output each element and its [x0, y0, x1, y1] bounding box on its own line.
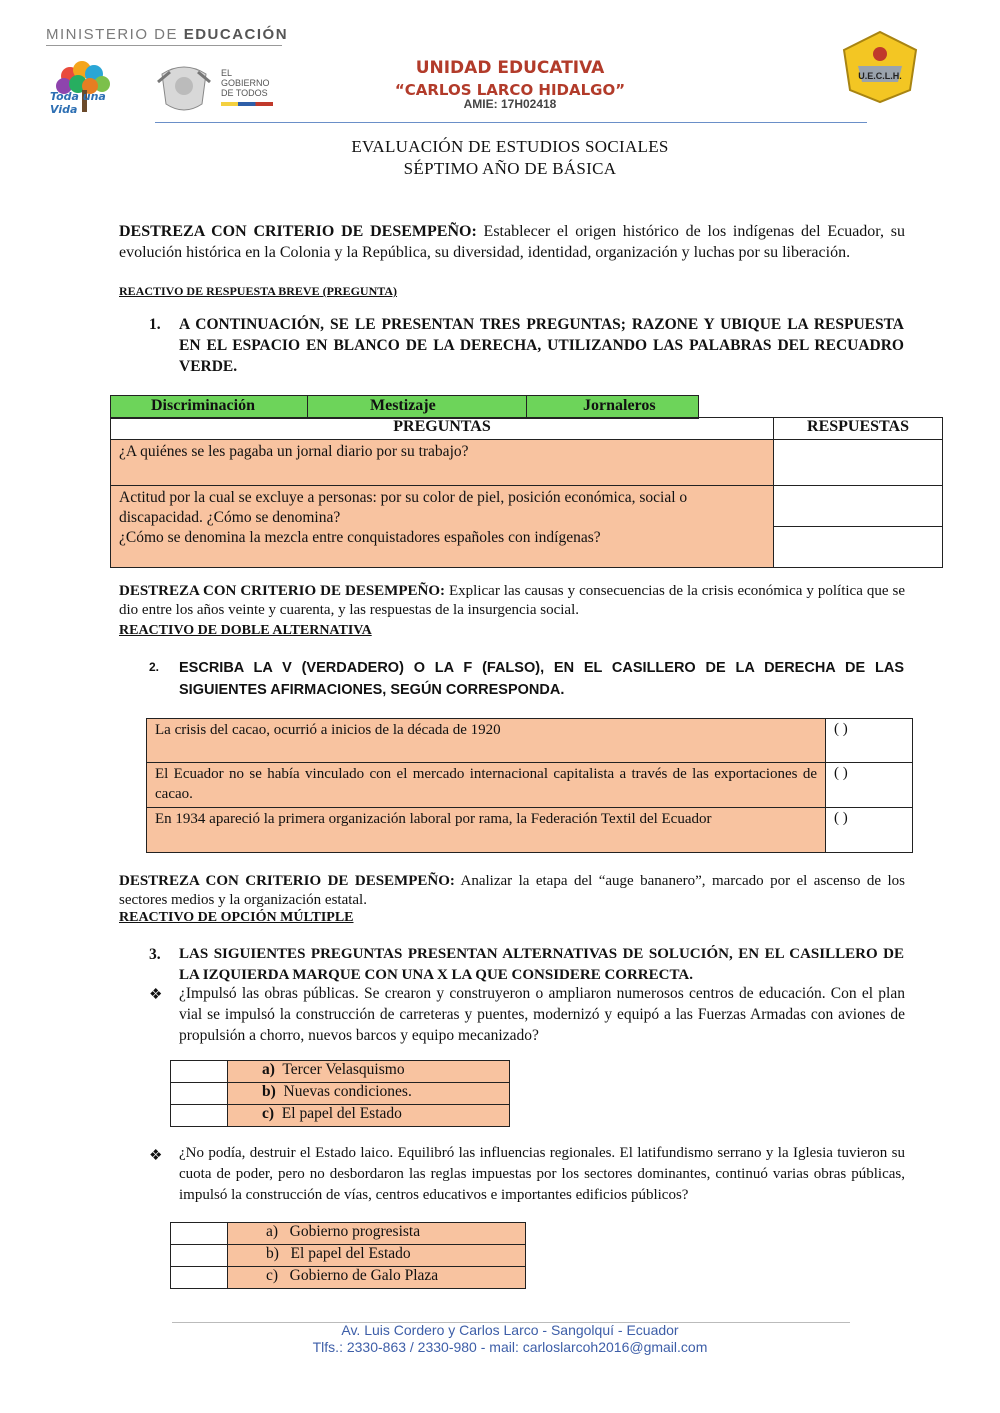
option-a: a) Gobierno progresista	[228, 1223, 526, 1245]
true-false-field[interactable]: ( )	[826, 719, 913, 763]
true-false-field[interactable]: ( )	[826, 808, 913, 853]
reactivo-1: REACTIVO DE RESPUESTA BREVE (PREGUNTA)	[119, 284, 398, 298]
bullet-icon: ❖	[149, 1148, 163, 1164]
toda-una-vida-text: Toda una Vida	[50, 90, 106, 116]
destreza-2: DESTREZA CON CRITERIO DE DESEMPEÑO: Explicar las causas y consecuencias de la crisis económica y política que se dio entre los años veinte y cuarenta, y las respuestas de la insurgencia social.	[119, 583, 905, 618]
header-divider	[46, 45, 282, 46]
school-name-quoted: “CARLOS LARCO HIDALGO”	[394, 81, 626, 99]
reactivo-2: REACTIVO DE DOBLE ALTERNATIVA	[119, 623, 372, 638]
destreza-3: DESTREZA CON CRITERIO DE DESEMPEÑO: Analizar la etapa del “auge bananero”, marcado por el ascenso de los sectores medios y la organización estatal.	[119, 873, 906, 908]
mark-box[interactable]	[171, 1245, 228, 1267]
answer-field[interactable]	[774, 527, 943, 568]
mark-box[interactable]	[171, 1267, 228, 1289]
true-false-field[interactable]: ( )	[826, 763, 913, 808]
answer-field[interactable]	[774, 486, 943, 527]
option-c: c) Gobierno de Galo Plaza	[228, 1267, 526, 1289]
word-bank-item: Discriminación	[111, 396, 308, 419]
mark-box[interactable]	[171, 1105, 228, 1127]
header-rule	[155, 122, 867, 123]
question-3-text: LAS SIGUIENTES PREGUNTAS PRESENTAN ALTERNATIVAS DE SOLUCIÓN, EN EL CASILLERO DE LA IZQUIERDA MARQUE CON UNA X LA QUE CONSIDERE CORRECTA.	[179, 946, 904, 983]
bullet-icon: ❖	[149, 987, 163, 1003]
statement-row: La crisis del cacao, ocurrió a inicios de la década de 1920	[147, 719, 826, 763]
question-row: ¿A quiénes se les pagaba un jornal diario por su trabajo?	[111, 440, 774, 486]
mark-box[interactable]	[171, 1083, 228, 1105]
mc-item-1-text: ¿Impulsó las obras públicas. Se crearon y construyeron o ampliaron numerosos centros de educación. Con el plan vial se impulsó la construcción de carreteras y puentes, modernizó y equipó a las Fuerzas Armadas con aviones de propulsión a chorro, nuevos barcos y equipo mecanizado?	[179, 985, 905, 1044]
exam-title: EVALUACIÓN DE ESTUDIOS SOCIALES	[351, 137, 669, 156]
answer-field[interactable]	[774, 440, 943, 486]
gobierno-de-todos-logo: EL GOBIERNO DE TODOS	[221, 68, 273, 106]
question-row: Actitud por la cual se excluye a personas: por su color de piel, posición económica, social o discapacidad. ¿Cómo se denomina? ¿Cómo se denomina la mezcla entre conquistadores españoles con indígenas?	[111, 486, 774, 568]
word-bank	[110, 395, 699, 419]
badge-text: U.E.C.L.H.	[858, 71, 902, 81]
mc-item-2-text: ¿No podía, destruir el Estado laico. Equilibró las influencias regionales. El latifundismo serrano y la Iglesia tuvieron su cuota de poder, pero no desbordaron las reglas impuestas por los sectores dominantes, continuó varias obras públicas, impulsó la construcción de vías, centros educativos e importantes edificios públicos?	[179, 1145, 905, 1203]
school-badge	[834, 30, 926, 104]
mc-item-2-options	[170, 1222, 526, 1289]
question-2-text: ESCRIBA LA V (VERDADERO) O LA F (FALSO), EN EL CASILLERO DE LA DERECHA DE LAS SIGUIENTES AFIRMACIONES, SEGÚN CORRESPONDA.	[179, 660, 904, 698]
footer-contact: Tlfs.: 2330-863 / 2330-980 - mail: carloslarcoh2016@gmail.com	[312, 1339, 708, 1355]
option-a: a) Tercer Velasquismo	[228, 1061, 510, 1083]
footer-address: Av. Luis Cordero y Carlos Larco - Sangolquí - Ecuador	[341, 1322, 679, 1338]
option-b: b) Nuevas condiciones.	[228, 1083, 510, 1105]
mc-item-1-options	[170, 1060, 510, 1127]
ecuador-coat-of-arms-icon	[152, 64, 216, 116]
col-respuestas: RESPUESTAS	[774, 418, 943, 440]
destreza-1: DESTREZA CON CRITERIO DE DESEMPEÑO: Establecer el origen histórico de los indígenas del Ecuador, su evolución histórica en la Colonia y la República, su diversidad, identidad, organización y luchas por su liberación.	[119, 223, 905, 261]
word-bank-item: Mestizaje	[308, 396, 527, 419]
exam-subtitle: SÉPTIMO AÑO DE BÁSICA	[403, 159, 617, 178]
questions-table	[110, 417, 943, 568]
school-name: UNIDAD EDUCATIVA	[415, 58, 605, 78]
mark-box[interactable]	[171, 1223, 228, 1245]
amie-code: AMIE: 17H02418	[463, 97, 557, 111]
mark-box[interactable]	[171, 1061, 228, 1083]
option-c: c) El papel del Estado	[228, 1105, 510, 1127]
statement-row: En 1934 apareció la primera organización laboral por rama, la Federación Textil del Ecuador	[147, 808, 826, 853]
toda-una-vida-logo	[48, 56, 124, 116]
col-preguntas: PREGUNTAS	[111, 418, 774, 440]
statement-row: El Ecuador no se había vinculado con el mercado internacional capitalista a través de las exportaciones de cacao.	[147, 763, 826, 808]
question-1-text: A CONTINUACIÓN, SE LE PRESENTAN TRES PREGUNTAS; RAZONE Y UBIQUE LA RESPUESTA EN EL ESPACIO EN BLANCO DE LA DERECHA, UTILIZANDO LAS PALABRAS DEL RECUADRO VERDE.	[179, 316, 904, 375]
true-false-table	[146, 718, 913, 853]
option-b: b) El papel del Estado	[228, 1245, 526, 1267]
reactivo-3: REACTIVO DE OPCIÓN MÚLTIPLE	[119, 910, 354, 925]
ministerio-logo-text: MINISTERIO DE EDUCACIÓN	[46, 26, 289, 43]
word-bank-item: Jornaleros	[527, 396, 699, 419]
